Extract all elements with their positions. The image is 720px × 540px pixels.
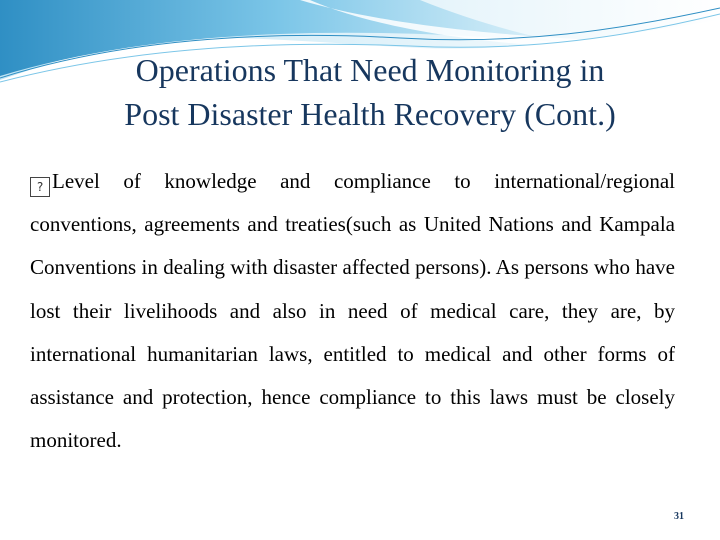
title-line-1: Operations That Need Monitoring in bbox=[135, 52, 605, 88]
slide-title bbox=[40, 48, 700, 136]
title-line-2: Post Disaster Health Recovery (Cont.) bbox=[124, 96, 616, 132]
bullet-marker-icon: ? bbox=[30, 177, 50, 197]
bullet-paragraph bbox=[30, 160, 675, 462]
slide-number: 31 bbox=[674, 511, 684, 522]
bullet-text: Level of knowledge and compliance to international/regional conventions, agreements and treaties(such as United Nations and Kampala Conventions in dealing with disaster affected persons). As persons who have lost their livelihoods and also in need of medical care, they are, by international humanitarian laws, entitled to medical and other forms of assistance and protection, hence compliance to this laws must be closely monitored. bbox=[30, 169, 675, 453]
